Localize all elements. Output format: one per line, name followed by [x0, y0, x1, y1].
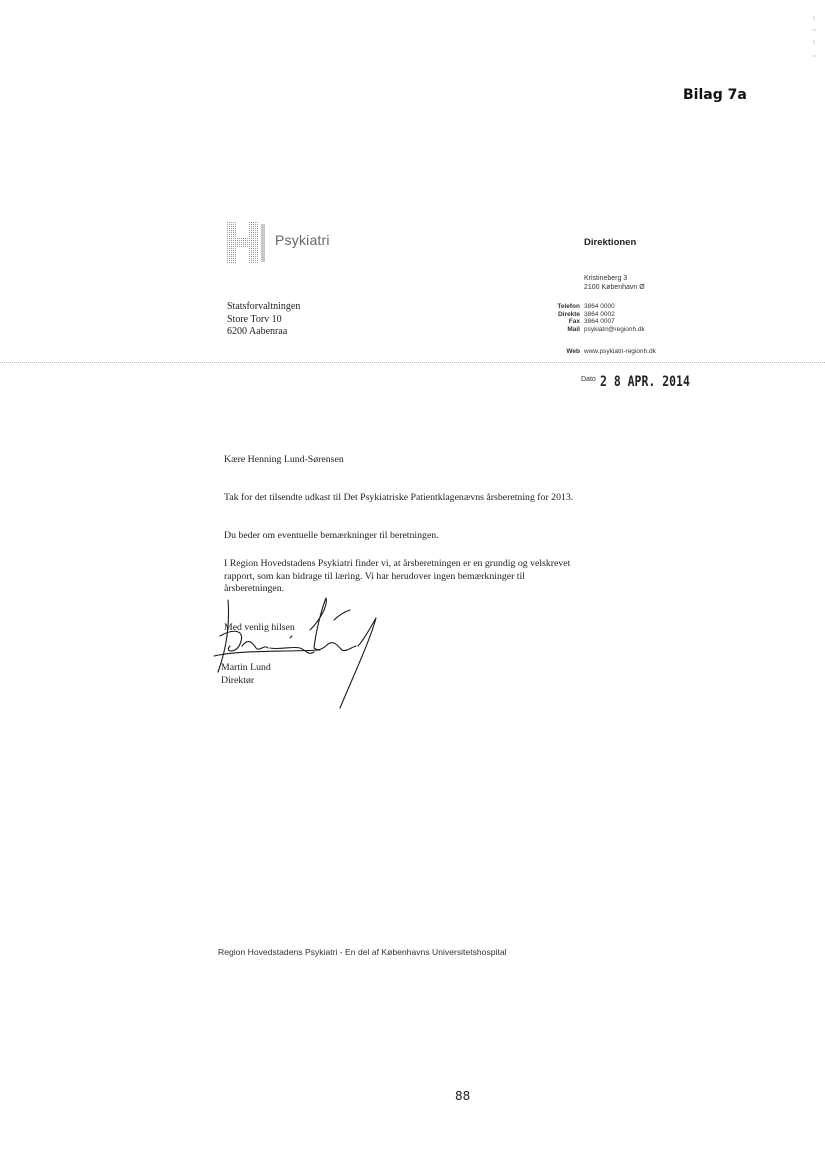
- contact-value: 3864 0007: [584, 318, 615, 326]
- contact-value: psykiatri@regionh.dk: [584, 325, 645, 333]
- sender-address-line: 2100 København Ø: [584, 284, 645, 291]
- signer-name: Martin Lund: [221, 662, 271, 673]
- attachment-label: Bilag 7a: [683, 87, 747, 103]
- logo-wordmark: Psykiatri: [275, 232, 330, 248]
- contact-value: 3864 0002: [584, 310, 615, 318]
- letter-paragraph: Du beder om eventuelle bemærkninger til beretningen.: [224, 530, 439, 541]
- page-number: 88: [455, 1089, 471, 1103]
- recipient-line: Statsforvaltningen: [227, 301, 301, 312]
- sender-address: [584, 274, 645, 292]
- letter-closing: Med venlig hilsen: [224, 622, 295, 633]
- recipient-line: Store Torv 10: [227, 313, 282, 325]
- date-stamp: 2 8 APR. 2014: [600, 374, 690, 390]
- letter-paragraph: I Region Hovedstadens Psykiatri finder vi, at årsberetningen er en grundig og velskrevet rapport, som kan bidrage til læring. Vi har herudover ingen bemærkninger til årsberetningen.: [224, 558, 571, 594]
- contact-value: www.psykiatri-regionh.dk: [584, 348, 656, 355]
- handwritten-signature: [200, 590, 390, 710]
- footer-text: Region Hovedstadens Psykiatri - En del af Københavns Universitetshospital: [218, 947, 507, 957]
- scan-edge-marks: [800, 12, 818, 72]
- department-name: Direktionen: [584, 237, 637, 248]
- recipient-line: 6200 Aabenraa: [227, 326, 288, 337]
- recipient-address: [227, 301, 300, 339]
- contact-block: [530, 303, 645, 333]
- contact-label: Web: [566, 348, 580, 355]
- date-label: Dato: [581, 376, 596, 383]
- contact-label: Direkte: [557, 310, 580, 318]
- contact-label: Mail: [567, 325, 580, 333]
- signer-title: Direktør: [221, 674, 255, 686]
- contact-label: Fax: [568, 318, 580, 326]
- contact-row-mail: [530, 326, 645, 334]
- letter-paragraph: Tak for det tilsendte udkast til Det Psykiatriske Patientklagenævns årsberetning for 2013.: [224, 492, 574, 503]
- contact-row-phone: [530, 303, 645, 311]
- contact-value: 3864 0000: [584, 303, 615, 310]
- contact-row-fax: [530, 318, 645, 326]
- sender-address-line: Kristineberg 3: [584, 275, 628, 282]
- contact-label: Telefon: [557, 303, 580, 310]
- contact-row-direct: [530, 311, 645, 319]
- letter-salutation: Kære Henning Lund-Sørensen: [224, 454, 344, 465]
- fold-mark-divider: [0, 362, 825, 363]
- contact-row-web: [530, 348, 656, 355]
